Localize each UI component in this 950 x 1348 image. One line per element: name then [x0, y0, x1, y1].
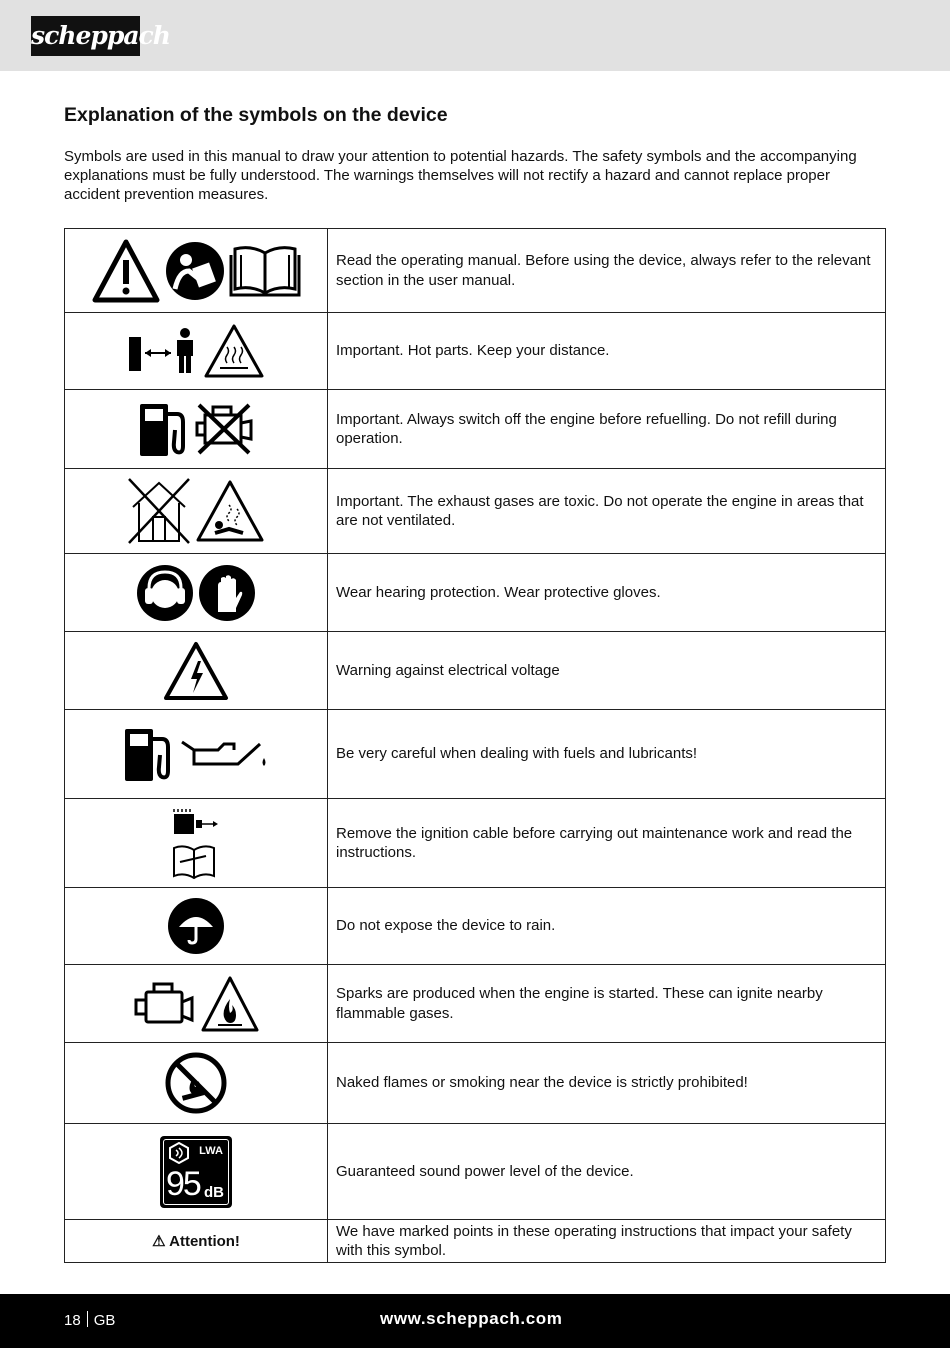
- table-row: [65, 1124, 886, 1220]
- umbrella-icon: [167, 897, 225, 955]
- symbol-description: Read the operating manual. Before using the device, always refer to the relevant section in the user manual.: [328, 229, 886, 313]
- symbol-description: Remove the ignition cable before carrying out maintenance work and read the instructions.: [328, 799, 886, 888]
- symbol-cell: [65, 965, 328, 1043]
- toxic-gas-icon: [195, 479, 265, 543]
- symbol-cell: [65, 469, 328, 554]
- table-row: [65, 965, 886, 1043]
- sound-value: 95: [166, 1164, 200, 1203]
- symbol-cell: [65, 554, 328, 632]
- table-row: [65, 554, 886, 632]
- table-row: [65, 888, 886, 965]
- symbol-cell: [65, 1124, 328, 1220]
- symbol-description: Warning against electrical voltage: [328, 632, 886, 710]
- engine-icon: [132, 980, 196, 1028]
- page-number: 18: [64, 1312, 81, 1329]
- oil-can-icon: [178, 734, 270, 774]
- sound-unit: dB: [204, 1183, 224, 1201]
- header-bar: [0, 0, 950, 71]
- table-row: [65, 710, 886, 799]
- sound-label: LWA: [199, 1144, 223, 1157]
- symbol-description: Naked flames or smoking near the device is strictly prohibited!: [328, 1043, 886, 1124]
- table-row: [65, 469, 886, 554]
- symbol-cell: [65, 313, 328, 390]
- symbol-description: Important. Always switch off the engine before refuelling. Do not refill during operation.: [328, 390, 886, 469]
- gloves-icon: [198, 564, 256, 622]
- fuel-pump-icon: [137, 400, 189, 458]
- table-row: [65, 1220, 886, 1263]
- table-row: [65, 313, 886, 390]
- hot-surface-icon: [203, 323, 265, 379]
- symbol-description: Important. The exhaust gases are toxic. Do not operate the engine in areas that are not ventilated.: [328, 469, 886, 554]
- no-indoor-icon: [127, 477, 191, 545]
- open-book-icon: [229, 245, 301, 297]
- symbol-description: We have marked points in these operating instructions that impact your safety with this symbol.: [328, 1220, 886, 1263]
- symbol-cell: [65, 1043, 328, 1124]
- flammable-warning-icon: [200, 975, 260, 1033]
- symbol-description: Do not expose the device to rain.: [328, 888, 886, 965]
- symbol-description: Wear hearing protection. Wear protective gloves.: [328, 554, 886, 632]
- ignition-cable-icon: [168, 806, 224, 880]
- page-title: Explanation of the symbols on the device: [64, 104, 448, 126]
- keep-distance-icon: [127, 327, 199, 375]
- symbol-cell: [65, 390, 328, 469]
- page-info: [64, 1311, 115, 1329]
- symbol-cell: [65, 710, 328, 799]
- maintenance-manual-icon: [174, 846, 214, 878]
- warning-triangle-icon: [91, 238, 161, 304]
- footer-bar: [0, 1294, 950, 1348]
- language-code: GB: [93, 1312, 116, 1329]
- symbol-cell: [65, 799, 328, 888]
- symbol-cell: [65, 632, 328, 710]
- fuel-pump-icon: [122, 725, 174, 783]
- brand-logo: scheppach: [31, 16, 140, 56]
- symbol-description: Guaranteed sound power level of the device.: [328, 1124, 886, 1220]
- sound-power-icon: [160, 1136, 232, 1208]
- table-row: [65, 390, 886, 469]
- electrical-voltage-icon: [163, 641, 229, 701]
- no-fire-smoking-icon: [164, 1051, 228, 1115]
- website-link[interactable]: www.scheppach.com: [380, 1309, 563, 1328]
- table-row: [65, 799, 886, 888]
- table-row: [65, 1043, 886, 1124]
- table-row: [65, 229, 886, 313]
- symbol-description: Sparks are produced when the engine is started. These can ignite nearby flammable gases.: [328, 965, 886, 1043]
- attention-label: ⚠ Attention!: [65, 1220, 328, 1263]
- symbol-cell: [65, 229, 328, 313]
- engine-off-icon: [193, 401, 255, 457]
- hearing-protection-icon: [136, 564, 194, 622]
- read-manual-icon: [165, 241, 225, 301]
- symbol-description: Be very careful when dealing with fuels and lubricants!: [328, 710, 886, 799]
- symbol-cell: [65, 888, 328, 965]
- symbol-description: Important. Hot parts. Keep your distance.: [328, 313, 886, 390]
- symbols-table: [64, 228, 886, 1263]
- intro-paragraph: Symbols are used in this manual to draw your attention to potential hazards. The safety symbols and the accompanying explanations must be fully understood. The warnings themselves will not rectify a hazard and cannot replace proper accident prevention measures.: [64, 148, 857, 203]
- table-row: [65, 632, 886, 710]
